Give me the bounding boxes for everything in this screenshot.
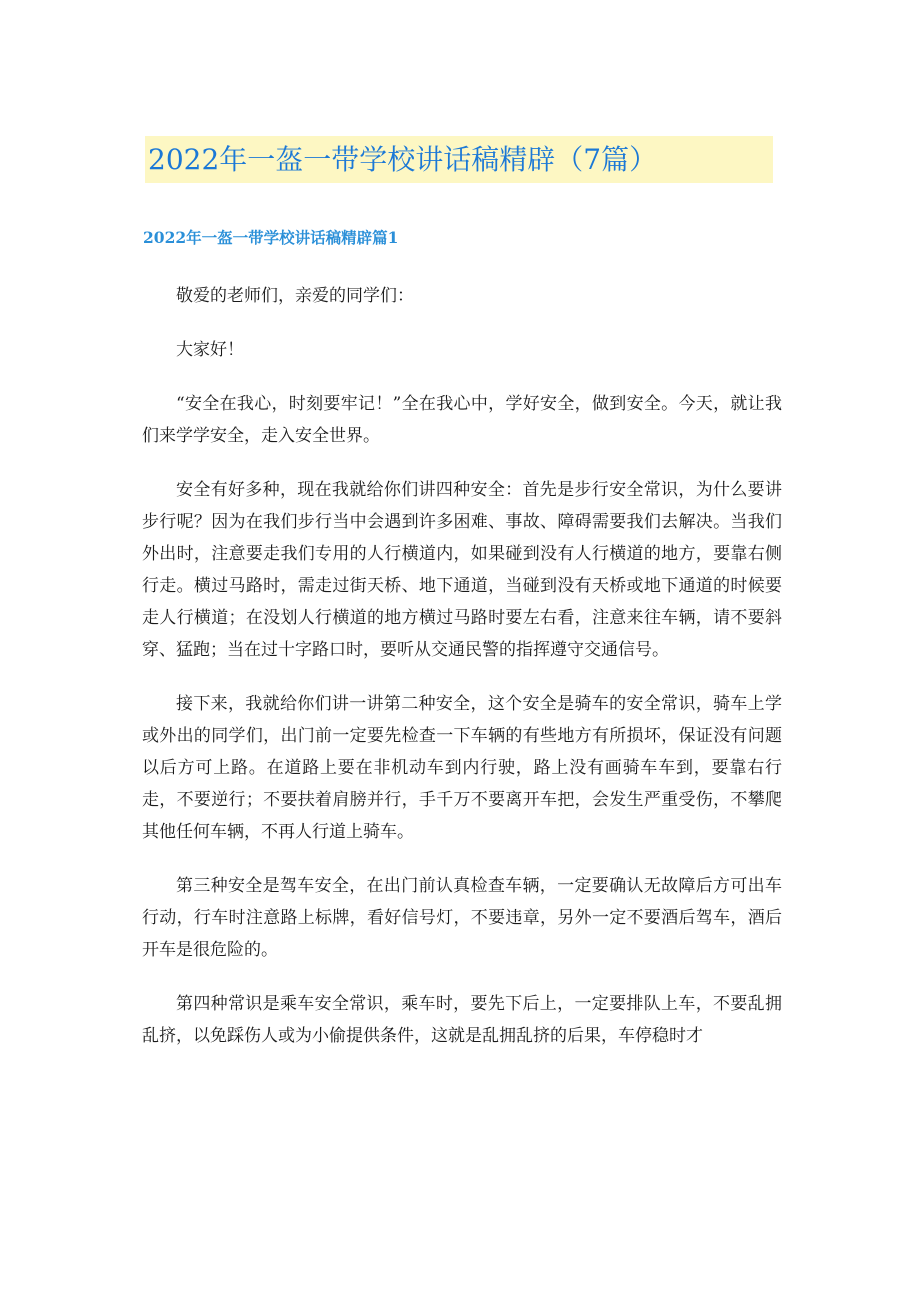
paragraph-walking-safety: 安全有好多种，现在我就给你们讲四种安全：首先是步行安全常识，为什么要讲步行呢？因为在我们步行当中会遇到许多困难、事故、障碍需要我们去解决。当我们外出时，注意要走我们专用的人行横道内，如果碰到没有人行横道的地方，要靠右侧行走。横过马路时，需走过街天桥、地下通道，当碰到没有天桥或地下通道的时候要走人行横道；在没划人行横道的地方横过马路时要左右看，注意来往车辆，请不要斜穿、猛跑；当在过十字路口时，要听从交通民警的指挥遵守交通信号。 [142, 480, 782, 660]
paragraph-driving-safety: 第三种安全是驾车安全，在出门前认真检查车辆，一定要确认无故障后方可出车行动，行车时注意路上标牌，看好信号灯，不要违章，另外一定不要酒后驾车，酒后开车是很危险的。 [142, 876, 782, 960]
paragraph-cycling-safety: 接下来，我就给你们讲一讲第二种安全，这个安全是骑车的安全常识，骑车上学或外出的同学们，出门前一定要先检查一下车辆的有些地方有所损坏，保证没有问题以后方可上路。在道路上要在非机动车到内行驶，路上没有画骑车车到，要靠右行走，不要逆行；不要扶着肩膀并行，手千万不要离开车把，会发生严重受伤，不攀爬其他任何车辆，不再人行道上骑车。 [142, 694, 782, 842]
paragraph-riding-safety: 第四种常识是乘车安全常识，乘车时，要先下后上，一定要排队上车，不要乱拥乱挤，以免踩伤人或为小偷提供条件，这就是乱拥乱挤的后果，车停稳时才 [142, 994, 782, 1046]
paragraph-greeting: 大家好！ [176, 340, 244, 360]
document-body [142, 280, 782, 1074]
document-title: 2022年一盔一带学校讲话稿精辟（7篇） [148, 143, 658, 176]
section-heading: 2022年一盔一带学校讲话稿精辟篇1 [143, 228, 399, 247]
paragraph-salutation: 敬爱的老师们，亲爱的同学们： [176, 286, 414, 306]
paragraph-intro: “安全在我心，时刻要牢记！”全在我心中，学好安全，做到安全。今天，就让我们来学学安全，走入安全世界。 [142, 394, 782, 446]
